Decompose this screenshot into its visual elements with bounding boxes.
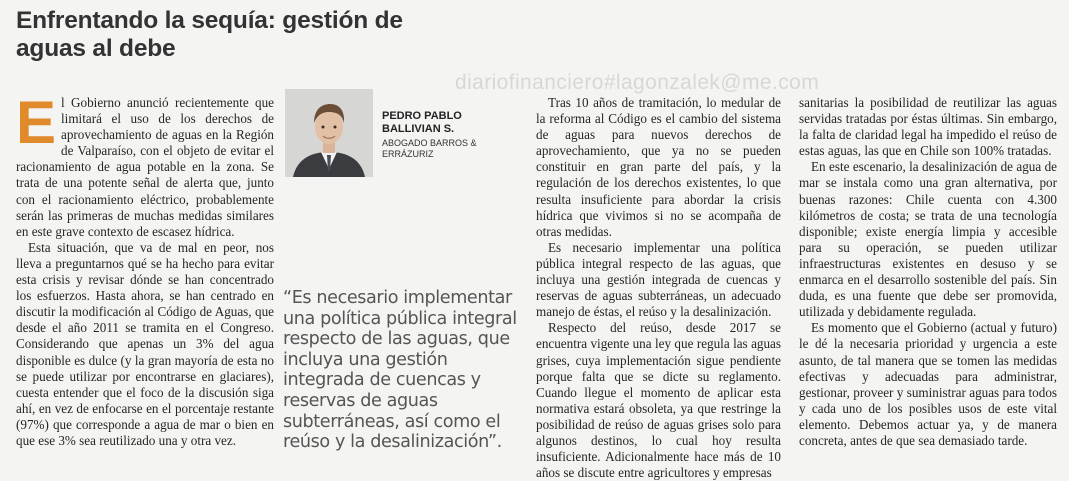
column-2 (536, 95, 781, 481)
paragraph-7: En este escenario, la desalinización de agua de mar se instala como una gran alternativa, por buenas razones: Chile cuenta con 4.300 kilómetros de costa; se trata de una tecnología disponible; existe energía limpia y accesible para su operación, se pueden utilizar infraestructuras existentes en desuso y se enmarca en el desarrollo sostenible del país. Sin duda, es una fuente que debe ser promovida, utilizada y debidamente regulada. (799, 159, 1057, 320)
author-name (382, 110, 462, 136)
paragraph-1-text: l Gobierno anunció recientemente que limitará el uso de los derechos de aprovechamiento de aguas en la Región de Valparaíso, con el objeto de evitar el racionamiento de agua potable en la zona. Se trata de una potente señal de alerta que, junto con el racionamiento eléctrico, probablemente serán las primeras de muchas medidas similares en este grave contexto de escasez hídrica. (16, 95, 274, 239)
author-role-line-2: ERRÁZURIZ (382, 149, 434, 159)
paragraph-3: Tras 10 años de tramitación, lo medular de la reforma al Código es el cambio del sistema de aguas para nuevos derechos de aprovechamiento, que ya no se pueden constituir en gran parte del país, y la regulación de los derechos existentes, lo que resulta insuficiente para abordar la crisis hídrica que vivimos si no se acompaña de otras medidas. (536, 95, 781, 239)
headline-line-2: aguas al debe (16, 35, 176, 62)
author-role (382, 138, 492, 160)
paragraph-6: sanitarias la posibilidad de reutilizar las aguas servidas tratadas por éstas últimas. Sin embargo, la falta de claridad legal ha impedido el reúso de estas aguas, las que en Chile son 100% tratadas. (799, 95, 1057, 159)
author-name-line-1: PEDRO PABLO (382, 110, 462, 122)
paragraph-5: Respecto del reúso, desde 2017 se encuentra vigente una ley que regula las aguas grises, cuya implementación sigue pendiente porque falta que se dicte su reglamento. Cuando llegue el momento de aplicar esta normativa estará obsoleta, ya que restringe la posibilidad de reúso de aguas grises solo para algunos destinos, lo cual hoy resulta insuficiente. Adicionalmente hace más de 10 años se discute entre agricultores y empresas (536, 320, 781, 481)
headline-line-1: Enfrentando la sequía: gestión de (16, 7, 403, 34)
column-3 (799, 95, 1057, 449)
paragraph-2: Esta situación, que va de mal en peor, nos lleva a preguntarnos qué se ha hecho para evitar esta crisis y revisar dónde se han concentrado los esfuerzos. Hasta ahora, se han centrado en discutir la modificación al Código de Aguas, que desde el año 2011 se tramita en el Congreso. Considerando que apenas un 3% del agua disponible es dulce (y la gran mayoría de esta no se puede utilizar por encontrarse en glaciares), cuesta entender que el foco de la discusión siga ahí, en vez de enfocarse en el porcentaje restante (97%) que corresponde a agua de mar o bien en que ese 3% sea reutilizado una y otra vez. (16, 239, 274, 448)
pull-quote: “Es necesario implementar una política pública integral respecto de las aguas, que incluya una gestión integrada de cuencas y reservas de aguas subterráneas, así como el reúso y la desalinización”. (283, 288, 517, 453)
paragraph-4: Es necesario implementar una política pública integral respecto de las aguas, que incluya una gestión integrada de cuencas y reservas de aguas subterráneas, un adecuado manejo de éstas, el reúso y la desalinización. (536, 239, 781, 320)
headline (16, 7, 536, 63)
paragraph-1 (16, 89, 274, 240)
author-photo (285, 89, 373, 177)
drop-cap: E (16, 89, 57, 156)
author-name-line-2: BALLIVIAN S. (382, 123, 455, 135)
paragraph-8: Es momento que el Gobierno (actual y futuro) le dé la necesaria prioridad y urgencia a este asunto, de tal manera que se tomen las medidas efectivas y adecuadas para administrar, gestionar, proveer y suministrar aguas para todos y cada uno de los posibles usos de este vital elemento. Debemos actuar ya, y de manera concreta, antes de que sea demasiado tarde. (799, 320, 1057, 448)
watermark: diariofinanciero#lagonzalek@me.com (455, 71, 820, 94)
author-role-line-1: ABOGADO BARROS & (382, 138, 477, 148)
column-1 (16, 89, 274, 449)
